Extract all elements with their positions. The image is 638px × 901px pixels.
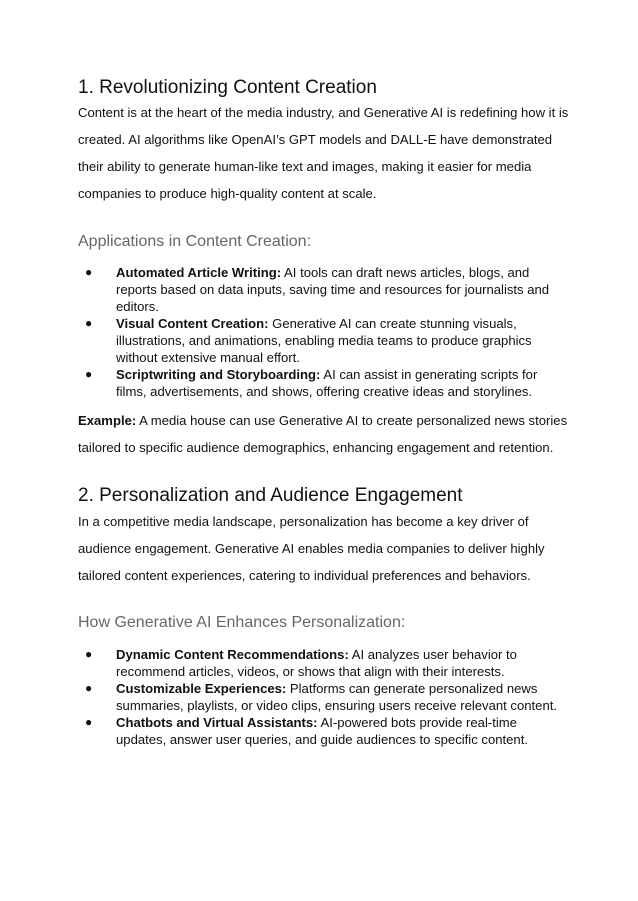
paragraph-line: In a competitive media landscape, personalization has become a key driver of	[78, 514, 529, 529]
bullet-title: Automated Article Writing:	[116, 265, 282, 280]
bullet-title: Chatbots and Virtual Assistants:	[116, 715, 318, 730]
bullet-text: updates, answer user queries, and guide audiences to specific content.	[116, 732, 528, 747]
list-item	[78, 680, 558, 714]
bullet-text: films, advertisements, and shows, offering creative ideas and storylines.	[116, 384, 533, 399]
section1-example	[78, 407, 568, 461]
bullet-text: AI-powered bots provide real-time	[317, 715, 517, 730]
example-text: A media house can use Generative AI to create personalized news stories	[136, 413, 568, 428]
bullet-icon: ●	[85, 715, 93, 729]
section1-bullet-list	[78, 264, 558, 400]
bullet-text: without extensive manual effort.	[116, 350, 300, 365]
bullet-icon: ●	[85, 265, 93, 279]
bullet-text: Platforms can generate personalized news	[286, 681, 538, 696]
bullet-title: Dynamic Content Recommendations:	[116, 647, 349, 662]
paragraph-line: tailored content experiences, catering to individual preferences and behaviors.	[78, 568, 531, 583]
paragraph-line: created. AI algorithms like OpenAI’s GPT models and DALL-E have demonstrated	[78, 132, 553, 147]
bullet-text: editors.	[116, 299, 159, 314]
section2-subheading: How Generative AI Enhances Personalization:	[78, 614, 406, 631]
bullet-title: Scriptwriting and Storyboarding:	[116, 367, 321, 382]
example-label: Example:	[78, 413, 137, 428]
bullet-text: Generative AI can create stunning visuals,	[268, 316, 517, 331]
paragraph-line: audience engagement. Generative AI enables media companies to deliver highly	[78, 541, 545, 556]
bullet-title: Customizable Experiences:	[116, 681, 287, 696]
bullet-text: AI can assist in generating scripts for	[320, 367, 538, 382]
paragraph-line: Content is at the heart of the media industry, and Generative AI is redefining how it is	[78, 105, 569, 120]
bullet-icon: ●	[85, 681, 93, 695]
paragraph-line: companies to produce high-quality content at scale.	[78, 186, 377, 201]
section1-subheading: Applications in Content Creation:	[78, 233, 312, 250]
bullet-text: recommend articles, videos, or shows that align with their interests.	[116, 664, 505, 679]
bullet-title: Visual Content Creation:	[116, 316, 269, 331]
section2-heading: 2. Personalization and Audience Engagement	[78, 485, 463, 506]
list-item	[78, 315, 558, 366]
list-item	[78, 646, 558, 680]
bullet-icon: ●	[85, 647, 93, 661]
section2-bullet-list	[78, 646, 558, 748]
list-item	[78, 366, 558, 400]
section1-intro	[78, 99, 568, 207]
example-text: tailored to specific audience demographics, enhancing engagement and retention.	[78, 440, 554, 455]
list-item	[78, 714, 558, 748]
paragraph-line: their ability to generate human-like text and images, making it easier for media	[78, 159, 532, 174]
bullet-icon: ●	[85, 316, 93, 330]
list-item	[78, 264, 558, 315]
bullet-text: summaries, playlists, or video clips, ensuring users receive relevant content.	[116, 698, 558, 713]
bullet-text: illustrations, and animations, enabling media teams to produce graphics	[116, 333, 532, 348]
bullet-text: AI tools can draft news articles, blogs, and	[281, 265, 530, 280]
section2-intro	[78, 508, 568, 589]
section1-heading: 1. Revolutionizing Content Creation	[78, 77, 377, 98]
bullet-icon: ●	[85, 367, 93, 381]
bullet-text: reports based on data inputs, saving time and resources for journalists and	[116, 282, 550, 297]
bullet-text: AI analyzes user behavior to	[348, 647, 517, 662]
